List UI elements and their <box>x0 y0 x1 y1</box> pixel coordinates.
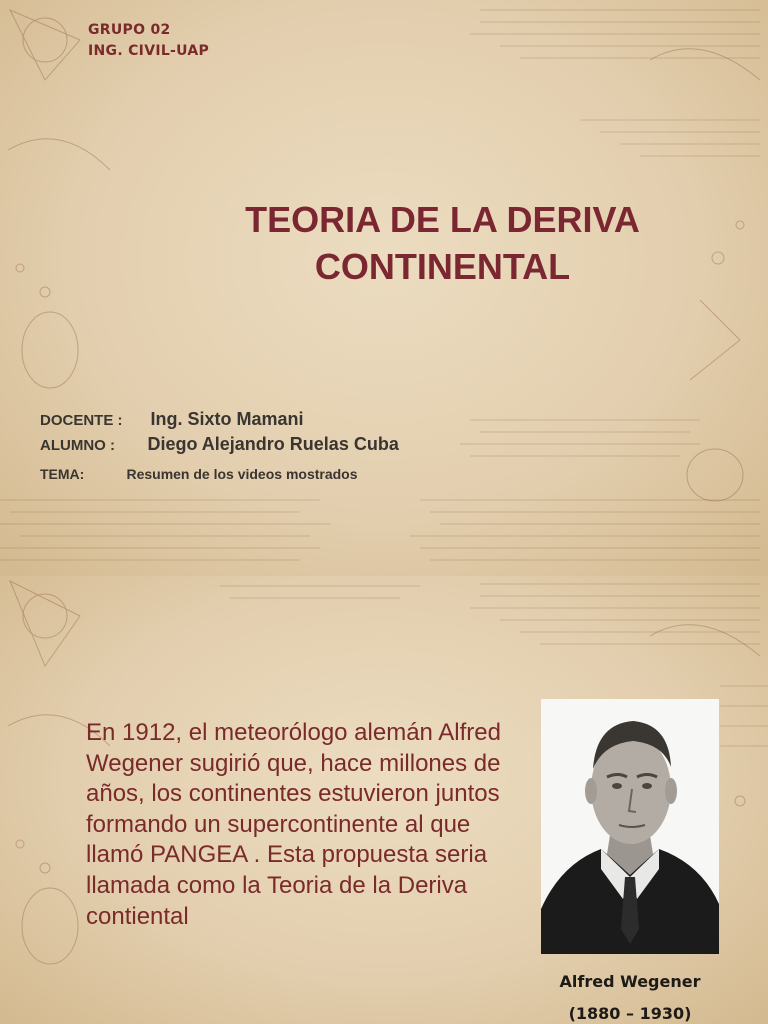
school-name: ING. CIVIL-UAP <box>88 43 210 59</box>
wegener-paragraph: En 1912, el meteorólogo alemán Alfred Wegener sugirió que, hace millones de años, los continentes estuvieron juntos formando un supercontinente al que llamó PANGEA . Esta propuesta seria llamada como la Teoria de la Deriva contiental <box>86 719 501 930</box>
alumno-value: Diego Alejandro Ruelas Cuba <box>147 434 399 454</box>
tema-row <box>40 466 358 484</box>
tema-value: Resumen de los videos mostrados <box>126 466 358 482</box>
docente-value: Ing. Sixto Mamani <box>150 409 304 429</box>
alfred-wegener-portrait <box>541 699 719 954</box>
content-slide <box>0 576 768 1024</box>
tema-label: TEMA: <box>40 466 85 482</box>
group-number: GRUPO 02 <box>88 22 171 38</box>
docente-label: DOCENTE : <box>40 412 123 429</box>
portrait-caption-name: Alfred Wegener <box>559 972 701 991</box>
docente-row <box>40 409 303 430</box>
alumno-label: ALUMNO : <box>40 437 115 454</box>
slide-title: TEORIA DE LA DERIVA CONTINENTAL <box>245 199 640 287</box>
alumno-row <box>40 434 399 455</box>
portrait-caption-years: (1880 – 1930) <box>568 1004 692 1023</box>
